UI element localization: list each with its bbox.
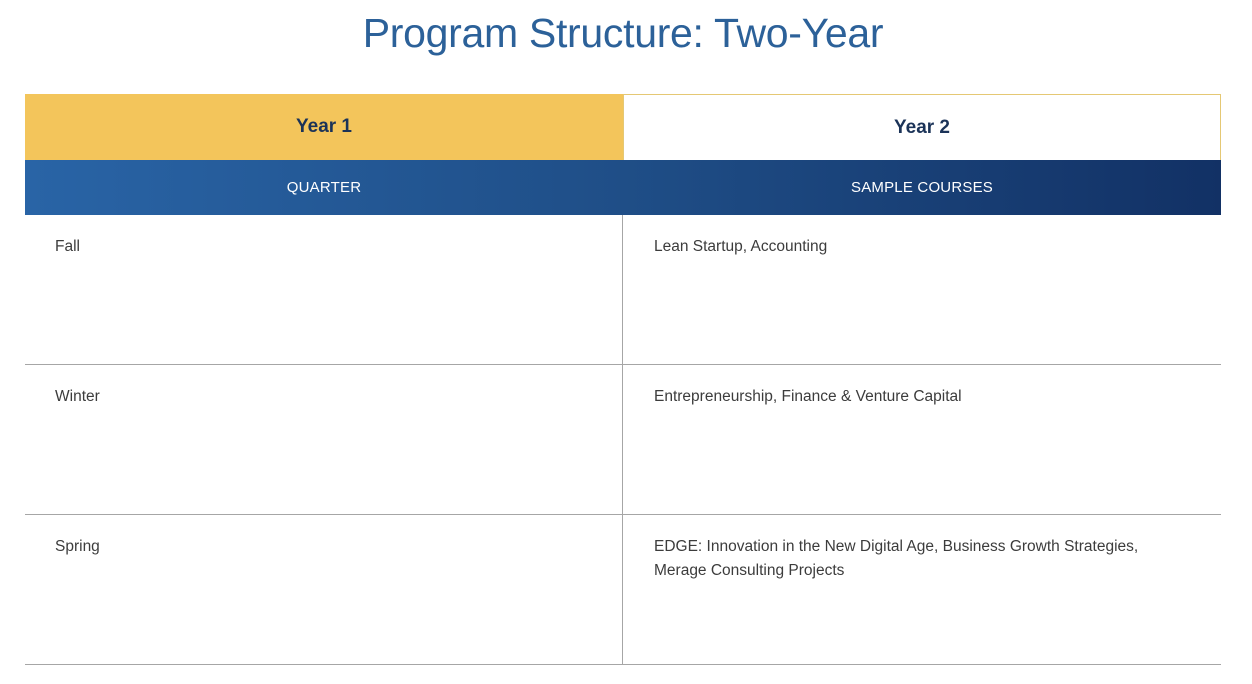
quarter-cell: Fall (25, 215, 623, 364)
table-row-spring (25, 515, 1221, 665)
tab-year-1[interactable]: Year 1 (25, 94, 623, 160)
table-row-winter (25, 365, 1221, 515)
courses-cell: Lean Startup, Accounting (654, 238, 828, 255)
quarter-cell: Spring (25, 515, 623, 664)
year-tabs (25, 94, 1221, 160)
program-structure-table (25, 94, 1221, 665)
courses-cell: EDGE: Innovation in the New Digital Age, Business Growth Strategies, Merage Consulting Projects (654, 538, 1139, 579)
column-header-quarter: QUARTER (286, 179, 362, 196)
column-header-courses: SAMPLE COURSES (850, 179, 993, 196)
table-header (25, 160, 1221, 215)
table-row-fall (25, 215, 1221, 365)
page-title: Program Structure: Two-Year (362, 10, 884, 56)
quarter-cell: Winter (25, 365, 623, 514)
courses-cell: Entrepreneurship, Finance & Venture Capital (654, 388, 962, 405)
tab-year-2[interactable]: Year 2 (623, 94, 1221, 160)
